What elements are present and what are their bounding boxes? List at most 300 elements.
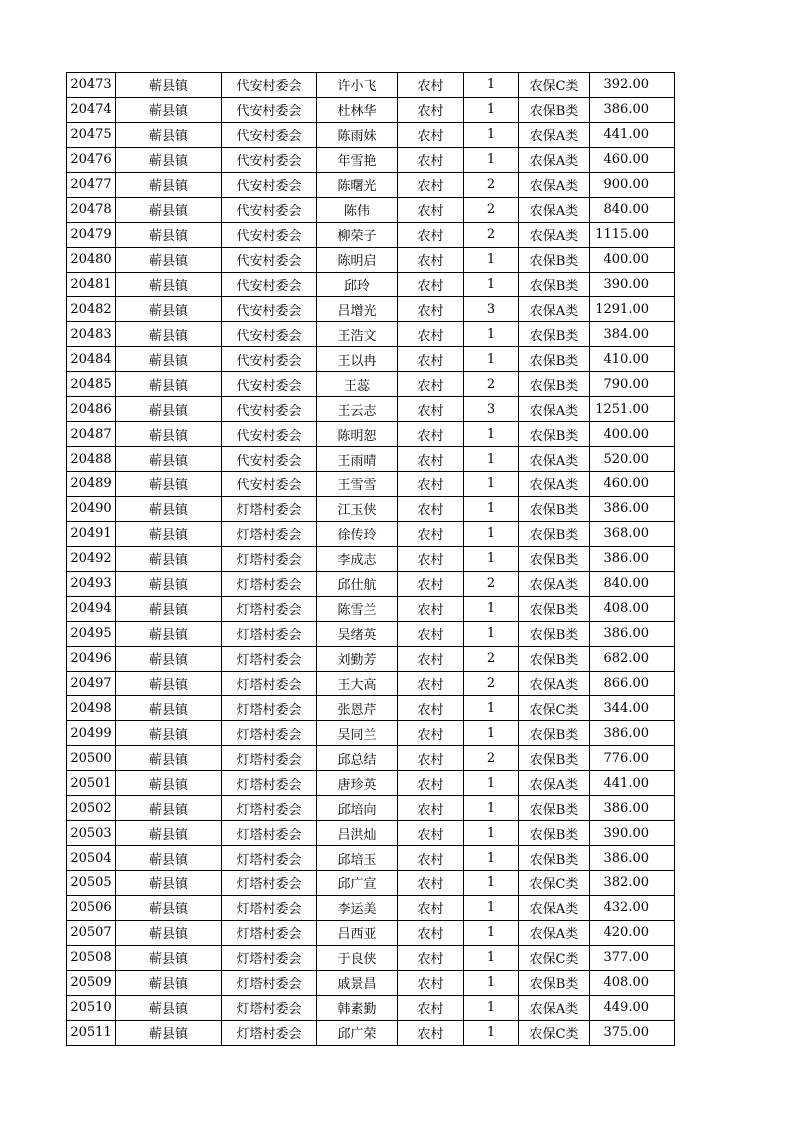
category-cell: 农保A类 (519, 122, 590, 147)
household-type-cell: 农村 (398, 621, 464, 646)
serial-number-cell: 20494 (67, 596, 116, 621)
category-cell: 农保B类 (519, 596, 590, 621)
people-count-cell: 1 (464, 521, 519, 546)
people-count-cell: 1 (464, 995, 519, 1020)
table-row (67, 621, 675, 646)
village-committee-cell: 灯塔村委会 (222, 796, 317, 821)
table-row (67, 97, 675, 122)
household-type-cell: 农村 (398, 546, 464, 571)
people-count-cell: 1 (464, 73, 519, 98)
category-cell: 农保B类 (519, 347, 590, 372)
serial-number-cell: 20505 (67, 871, 116, 896)
name-cell: 邱玲 (317, 272, 398, 297)
name-cell: 王大高 (317, 671, 398, 696)
people-count-cell: 1 (464, 696, 519, 721)
people-count-cell: 1 (464, 272, 519, 297)
village-committee-cell: 代安村委会 (222, 147, 317, 172)
township-cell: 蕲县镇 (116, 671, 222, 696)
serial-number-cell: 20483 (67, 322, 116, 347)
category-cell: 农保C类 (519, 945, 590, 970)
table-row (67, 322, 675, 347)
amount-cell: 840.00 (590, 571, 675, 596)
amount-cell: 776.00 (590, 746, 675, 771)
people-count-cell: 1 (464, 422, 519, 447)
household-type-cell: 农村 (398, 422, 464, 447)
category-cell: 农保A类 (519, 172, 590, 197)
township-cell: 蕲县镇 (116, 621, 222, 646)
village-committee-cell: 代安村委会 (222, 347, 317, 372)
people-count-cell: 3 (464, 297, 519, 322)
township-cell: 蕲县镇 (116, 222, 222, 247)
table-row (67, 496, 675, 521)
table-row (67, 771, 675, 796)
amount-cell: 420.00 (590, 920, 675, 945)
amount-cell: 441.00 (590, 122, 675, 147)
amount-cell: 400.00 (590, 422, 675, 447)
name-cell: 柳荣子 (317, 222, 398, 247)
table-row (67, 272, 675, 297)
village-committee-cell: 代安村委会 (222, 122, 317, 147)
village-committee-cell: 代安村委会 (222, 73, 317, 98)
category-cell: 农保C类 (519, 1020, 590, 1045)
household-type-cell: 农村 (398, 472, 464, 497)
village-committee-cell: 代安村委会 (222, 397, 317, 422)
table-row (67, 821, 675, 846)
people-count-cell: 1 (464, 447, 519, 472)
household-type-cell: 农村 (398, 347, 464, 372)
amount-cell: 390.00 (590, 821, 675, 846)
people-count-cell: 1 (464, 97, 519, 122)
category-cell: 农保B类 (519, 796, 590, 821)
household-type-cell: 农村 (398, 447, 464, 472)
category-cell: 农保A类 (519, 222, 590, 247)
township-cell: 蕲县镇 (116, 1020, 222, 1045)
township-cell: 蕲县镇 (116, 521, 222, 546)
people-count-cell: 1 (464, 846, 519, 871)
people-count-cell: 1 (464, 796, 519, 821)
household-type-cell: 农村 (398, 122, 464, 147)
village-committee-cell: 代安村委会 (222, 322, 317, 347)
category-cell: 农保A类 (519, 995, 590, 1020)
village-committee-cell: 代安村委会 (222, 447, 317, 472)
household-type-cell: 农村 (398, 696, 464, 721)
village-committee-cell: 灯塔村委会 (222, 1020, 317, 1045)
serial-number-cell: 20481 (67, 272, 116, 297)
township-cell: 蕲县镇 (116, 322, 222, 347)
amount-cell: 449.00 (590, 995, 675, 1020)
household-type-cell: 农村 (398, 397, 464, 422)
name-cell: 吴绪英 (317, 621, 398, 646)
table-row (67, 696, 675, 721)
village-committee-cell: 灯塔村委会 (222, 846, 317, 871)
category-cell: 农保A类 (519, 571, 590, 596)
people-count-cell: 1 (464, 895, 519, 920)
people-count-cell: 1 (464, 1020, 519, 1045)
serial-number-cell: 20492 (67, 546, 116, 571)
household-type-cell: 农村 (398, 771, 464, 796)
amount-cell: 375.00 (590, 1020, 675, 1045)
category-cell: 农保B类 (519, 646, 590, 671)
household-type-cell: 农村 (398, 247, 464, 272)
amount-cell: 460.00 (590, 472, 675, 497)
household-type-cell: 农村 (398, 147, 464, 172)
village-committee-cell: 灯塔村委会 (222, 671, 317, 696)
township-cell: 蕲县镇 (116, 970, 222, 995)
village-committee-cell: 灯塔村委会 (222, 546, 317, 571)
people-count-cell: 2 (464, 646, 519, 671)
category-cell: 农保B类 (519, 970, 590, 995)
people-count-cell: 1 (464, 247, 519, 272)
township-cell: 蕲县镇 (116, 596, 222, 621)
people-count-cell: 3 (464, 397, 519, 422)
village-committee-cell: 代安村委会 (222, 197, 317, 222)
household-type-cell: 农村 (398, 496, 464, 521)
amount-cell: 384.00 (590, 322, 675, 347)
people-count-cell: 1 (464, 122, 519, 147)
people-count-cell: 1 (464, 970, 519, 995)
table-row (67, 646, 675, 671)
table-row (67, 746, 675, 771)
household-type-cell: 农村 (398, 646, 464, 671)
village-committee-cell: 灯塔村委会 (222, 521, 317, 546)
name-cell: 邱仕航 (317, 571, 398, 596)
name-cell: 邱总结 (317, 746, 398, 771)
table-row (67, 796, 675, 821)
table-row (67, 247, 675, 272)
category-cell: 农保A类 (519, 671, 590, 696)
household-type-cell: 农村 (398, 871, 464, 896)
serial-number-cell: 20482 (67, 297, 116, 322)
category-cell: 农保B类 (519, 422, 590, 447)
serial-number-cell: 20489 (67, 472, 116, 497)
name-cell: 陈雪兰 (317, 596, 398, 621)
amount-cell: 408.00 (590, 970, 675, 995)
village-committee-cell: 代安村委会 (222, 97, 317, 122)
household-type-cell: 农村 (398, 945, 464, 970)
category-cell: 农保C类 (519, 696, 590, 721)
category-cell: 农保A类 (519, 895, 590, 920)
people-count-cell: 1 (464, 347, 519, 372)
people-count-cell: 2 (464, 197, 519, 222)
name-cell: 戚景昌 (317, 970, 398, 995)
serial-number-cell: 20476 (67, 147, 116, 172)
household-type-cell: 农村 (398, 297, 464, 322)
village-committee-cell: 灯塔村委会 (222, 871, 317, 896)
name-cell: 陈雨妹 (317, 122, 398, 147)
village-committee-cell: 代安村委会 (222, 172, 317, 197)
serial-number-cell: 20497 (67, 671, 116, 696)
village-committee-cell: 灯塔村委会 (222, 771, 317, 796)
household-type-cell: 农村 (398, 920, 464, 945)
table-row (67, 147, 675, 172)
serial-number-cell: 20498 (67, 696, 116, 721)
township-cell: 蕲县镇 (116, 646, 222, 671)
township-cell: 蕲县镇 (116, 546, 222, 571)
people-count-cell: 1 (464, 821, 519, 846)
amount-cell: 840.00 (590, 197, 675, 222)
household-type-cell: 农村 (398, 846, 464, 871)
category-cell: 农保A类 (519, 771, 590, 796)
people-count-cell: 2 (464, 571, 519, 596)
village-committee-cell: 灯塔村委会 (222, 821, 317, 846)
category-cell: 农保B类 (519, 322, 590, 347)
people-count-cell: 1 (464, 920, 519, 945)
amount-cell: 441.00 (590, 771, 675, 796)
people-count-cell: 1 (464, 771, 519, 796)
table-row (67, 197, 675, 222)
table-row (67, 172, 675, 197)
table-row (67, 122, 675, 147)
category-cell: 农保B类 (519, 247, 590, 272)
name-cell: 陈曙光 (317, 172, 398, 197)
people-count-cell: 2 (464, 671, 519, 696)
name-cell: 杜林华 (317, 97, 398, 122)
amount-cell: 900.00 (590, 172, 675, 197)
category-cell: 农保B类 (519, 521, 590, 546)
name-cell: 吴同兰 (317, 721, 398, 746)
amount-cell: 682.00 (590, 646, 675, 671)
name-cell: 唐珍英 (317, 771, 398, 796)
people-count-cell: 1 (464, 621, 519, 646)
table-row (67, 721, 675, 746)
household-type-cell: 农村 (398, 596, 464, 621)
household-type-cell: 农村 (398, 796, 464, 821)
serial-number-cell: 20510 (67, 995, 116, 1020)
township-cell: 蕲县镇 (116, 147, 222, 172)
village-committee-cell: 代安村委会 (222, 422, 317, 447)
name-cell: 邱培向 (317, 796, 398, 821)
township-cell: 蕲县镇 (116, 422, 222, 447)
township-cell: 蕲县镇 (116, 472, 222, 497)
name-cell: 王蕊 (317, 372, 398, 397)
township-cell: 蕲县镇 (116, 272, 222, 297)
category-cell: 农保A类 (519, 472, 590, 497)
household-type-cell: 农村 (398, 372, 464, 397)
township-cell: 蕲县镇 (116, 447, 222, 472)
township-cell: 蕲县镇 (116, 297, 222, 322)
name-cell: 吕增光 (317, 297, 398, 322)
amount-cell: 410.00 (590, 347, 675, 372)
serial-number-cell: 20478 (67, 197, 116, 222)
serial-number-cell: 20479 (67, 222, 116, 247)
name-cell: 江玉侠 (317, 496, 398, 521)
name-cell: 张恩芹 (317, 696, 398, 721)
table-row (67, 73, 675, 98)
people-count-cell: 2 (464, 746, 519, 771)
serial-number-cell: 20493 (67, 571, 116, 596)
people-count-cell: 1 (464, 945, 519, 970)
serial-number-cell: 20504 (67, 846, 116, 871)
household-type-cell: 农村 (398, 746, 464, 771)
amount-cell: 377.00 (590, 945, 675, 970)
name-cell: 韩素勤 (317, 995, 398, 1020)
household-type-cell: 农村 (398, 73, 464, 98)
table-row (67, 372, 675, 397)
amount-cell: 386.00 (590, 546, 675, 571)
table-row (67, 596, 675, 621)
table-row (67, 472, 675, 497)
category-cell: 农保B类 (519, 272, 590, 297)
people-count-cell: 1 (464, 496, 519, 521)
township-cell: 蕲县镇 (116, 397, 222, 422)
village-committee-cell: 代安村委会 (222, 472, 317, 497)
village-committee-cell: 代安村委会 (222, 297, 317, 322)
table-row (67, 920, 675, 945)
serial-number-cell: 20475 (67, 122, 116, 147)
village-committee-cell: 灯塔村委会 (222, 970, 317, 995)
name-cell: 徐传玲 (317, 521, 398, 546)
serial-number-cell: 20484 (67, 347, 116, 372)
category-cell: 农保A类 (519, 920, 590, 945)
township-cell: 蕲县镇 (116, 97, 222, 122)
name-cell: 邱广荣 (317, 1020, 398, 1045)
household-type-cell: 农村 (398, 172, 464, 197)
amount-cell: 1115.00 (590, 222, 675, 247)
table-row (67, 671, 675, 696)
table-row (67, 895, 675, 920)
table-row (67, 846, 675, 871)
table-row (67, 397, 675, 422)
amount-cell: 386.00 (590, 496, 675, 521)
township-cell: 蕲县镇 (116, 771, 222, 796)
people-count-cell: 2 (464, 222, 519, 247)
serial-number-cell: 20491 (67, 521, 116, 546)
household-type-cell: 农村 (398, 197, 464, 222)
people-count-cell: 1 (464, 721, 519, 746)
household-type-cell: 农村 (398, 97, 464, 122)
category-cell: 农保B类 (519, 821, 590, 846)
township-cell: 蕲县镇 (116, 372, 222, 397)
people-count-cell: 1 (464, 871, 519, 896)
serial-number-cell: 20500 (67, 746, 116, 771)
table-row (67, 447, 675, 472)
village-committee-cell: 代安村委会 (222, 272, 317, 297)
household-type-cell: 农村 (398, 1020, 464, 1045)
category-cell: 农保A类 (519, 397, 590, 422)
township-cell: 蕲县镇 (116, 73, 222, 98)
township-cell: 蕲县镇 (116, 122, 222, 147)
serial-number-cell: 20487 (67, 422, 116, 447)
township-cell: 蕲县镇 (116, 571, 222, 596)
serial-number-cell: 20499 (67, 721, 116, 746)
people-count-cell: 1 (464, 472, 519, 497)
household-type-cell: 农村 (398, 671, 464, 696)
township-cell: 蕲县镇 (116, 496, 222, 521)
serial-number-cell: 20511 (67, 1020, 116, 1045)
serial-number-cell: 20490 (67, 496, 116, 521)
amount-cell: 382.00 (590, 871, 675, 896)
category-cell: 农保A类 (519, 447, 590, 472)
amount-cell: 520.00 (590, 447, 675, 472)
name-cell: 吕洪灿 (317, 821, 398, 846)
village-committee-cell: 灯塔村委会 (222, 596, 317, 621)
table-row (67, 571, 675, 596)
name-cell: 年雪艳 (317, 147, 398, 172)
amount-cell: 344.00 (590, 696, 675, 721)
village-committee-cell: 灯塔村委会 (222, 696, 317, 721)
township-cell: 蕲县镇 (116, 197, 222, 222)
people-count-cell: 2 (464, 172, 519, 197)
name-cell: 于良侠 (317, 945, 398, 970)
amount-cell: 390.00 (590, 272, 675, 297)
category-cell: 农保A类 (519, 297, 590, 322)
amount-cell: 866.00 (590, 671, 675, 696)
township-cell: 蕲县镇 (116, 696, 222, 721)
table-row (67, 970, 675, 995)
category-cell: 农保B类 (519, 746, 590, 771)
serial-number-cell: 20509 (67, 970, 116, 995)
township-cell: 蕲县镇 (116, 846, 222, 871)
table-row (67, 871, 675, 896)
village-committee-cell: 灯塔村委会 (222, 945, 317, 970)
serial-number-cell: 20495 (67, 621, 116, 646)
category-cell: 农保A类 (519, 147, 590, 172)
village-committee-cell: 灯塔村委会 (222, 621, 317, 646)
amount-cell: 386.00 (590, 621, 675, 646)
village-committee-cell: 代安村委会 (222, 247, 317, 272)
serial-number-cell: 20506 (67, 895, 116, 920)
household-type-cell: 农村 (398, 721, 464, 746)
name-cell: 邱培玉 (317, 846, 398, 871)
table-row (67, 297, 675, 322)
table-row (67, 546, 675, 571)
category-cell: 农保B类 (519, 372, 590, 397)
amount-cell: 368.00 (590, 521, 675, 546)
township-cell: 蕲县镇 (116, 721, 222, 746)
name-cell: 刘勤芳 (317, 646, 398, 671)
township-cell: 蕲县镇 (116, 871, 222, 896)
household-type-cell: 农村 (398, 895, 464, 920)
name-cell: 陈伟 (317, 197, 398, 222)
table-row (67, 521, 675, 546)
serial-number-cell: 20486 (67, 397, 116, 422)
village-committee-cell: 灯塔村委会 (222, 895, 317, 920)
amount-cell: 460.00 (590, 147, 675, 172)
village-committee-cell: 灯塔村委会 (222, 721, 317, 746)
name-cell: 许小飞 (317, 73, 398, 98)
township-cell: 蕲县镇 (116, 945, 222, 970)
village-committee-cell: 代安村委会 (222, 222, 317, 247)
amount-cell: 1251.00 (590, 397, 675, 422)
category-cell: 农保B类 (519, 846, 590, 871)
name-cell: 陈明启 (317, 247, 398, 272)
village-committee-cell: 灯塔村委会 (222, 995, 317, 1020)
township-cell: 蕲县镇 (116, 920, 222, 945)
household-type-cell: 农村 (398, 222, 464, 247)
category-cell: 农保A类 (519, 197, 590, 222)
serial-number-cell: 20473 (67, 73, 116, 98)
amount-cell: 386.00 (590, 846, 675, 871)
amount-cell: 386.00 (590, 796, 675, 821)
township-cell: 蕲县镇 (116, 247, 222, 272)
amount-cell: 386.00 (590, 721, 675, 746)
name-cell: 陈明恕 (317, 422, 398, 447)
serial-number-cell: 20488 (67, 447, 116, 472)
category-cell: 农保B类 (519, 97, 590, 122)
serial-number-cell: 20508 (67, 945, 116, 970)
people-count-cell: 1 (464, 147, 519, 172)
household-type-cell: 农村 (398, 571, 464, 596)
name-cell: 王浩文 (317, 322, 398, 347)
category-cell: 农保B类 (519, 496, 590, 521)
name-cell: 吕西亚 (317, 920, 398, 945)
township-cell: 蕲县镇 (116, 995, 222, 1020)
serial-number-cell: 20480 (67, 247, 116, 272)
household-type-cell: 农村 (398, 521, 464, 546)
name-cell: 王云志 (317, 397, 398, 422)
serial-number-cell: 20501 (67, 771, 116, 796)
village-committee-cell: 代安村委会 (222, 372, 317, 397)
